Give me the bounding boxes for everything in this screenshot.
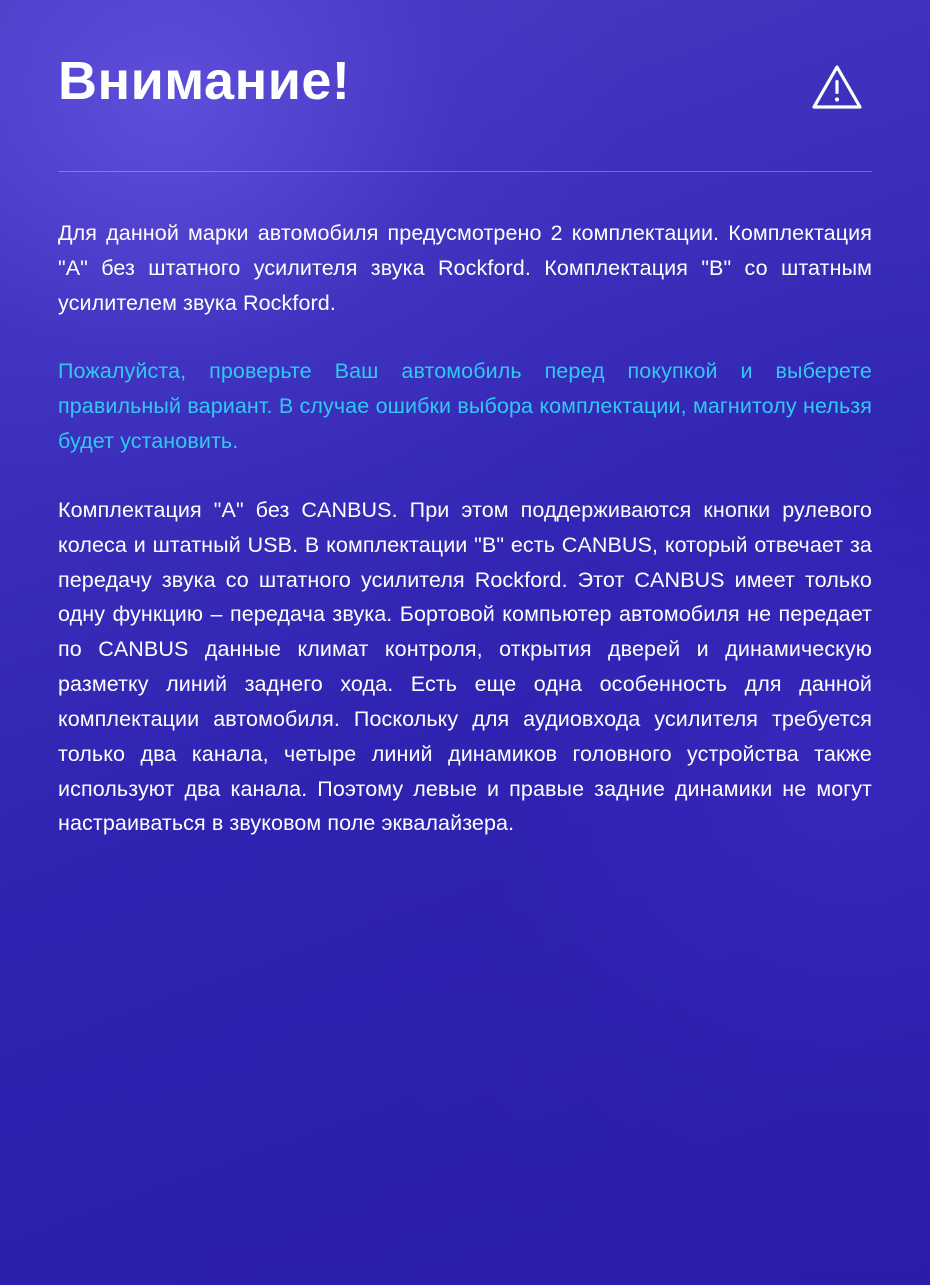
paragraph-check-before-purchase: Пожалуйста, проверьте Ваш автомобиль перед покупкой и выберете правильный вариант. В случае ошибки выбора комплектации, магнитолу нельзя будет установить.	[58, 359, 872, 454]
warning-triangle-icon	[810, 62, 864, 117]
header-divider	[58, 171, 872, 172]
page-header	[58, 0, 872, 117]
warning-body	[58, 216, 872, 841]
paragraph-trim-levels: Для данной марки автомобиля предусмотрено 2 комплектации. Комплектация "А" без штатного усилителя звука Rockford. Комплектация "В" со штатным усилителем звука Rockford.	[58, 221, 872, 315]
page-title: Внимание!	[58, 51, 351, 111]
paragraph-canbus-details: Комплектация "А" без CANBUS. При этом поддерживаются кнопки рулевого колеса и штатный USB. В комплектации "В" есть CANBUS, который отвечает за передачу звука со штатного усилителя Rockford. Этот CANBUS имеет только одну функцию – передача звука. Бортовой компьютер автомобиля не передает по CANBUS данные климат контроля, открытия дверей и динамическую разметку линий заднего хода. Есть еще одна особенность для данной комплектации автомобиля. Поскольку для аудиовхода усилителя требуется только два канала, четыре линий динамиков головного устройства также используют два канала. Поэтому левые и правые задние динамики не могут настраиваться в звуковом поле эквалайзера.	[58, 497, 872, 836]
